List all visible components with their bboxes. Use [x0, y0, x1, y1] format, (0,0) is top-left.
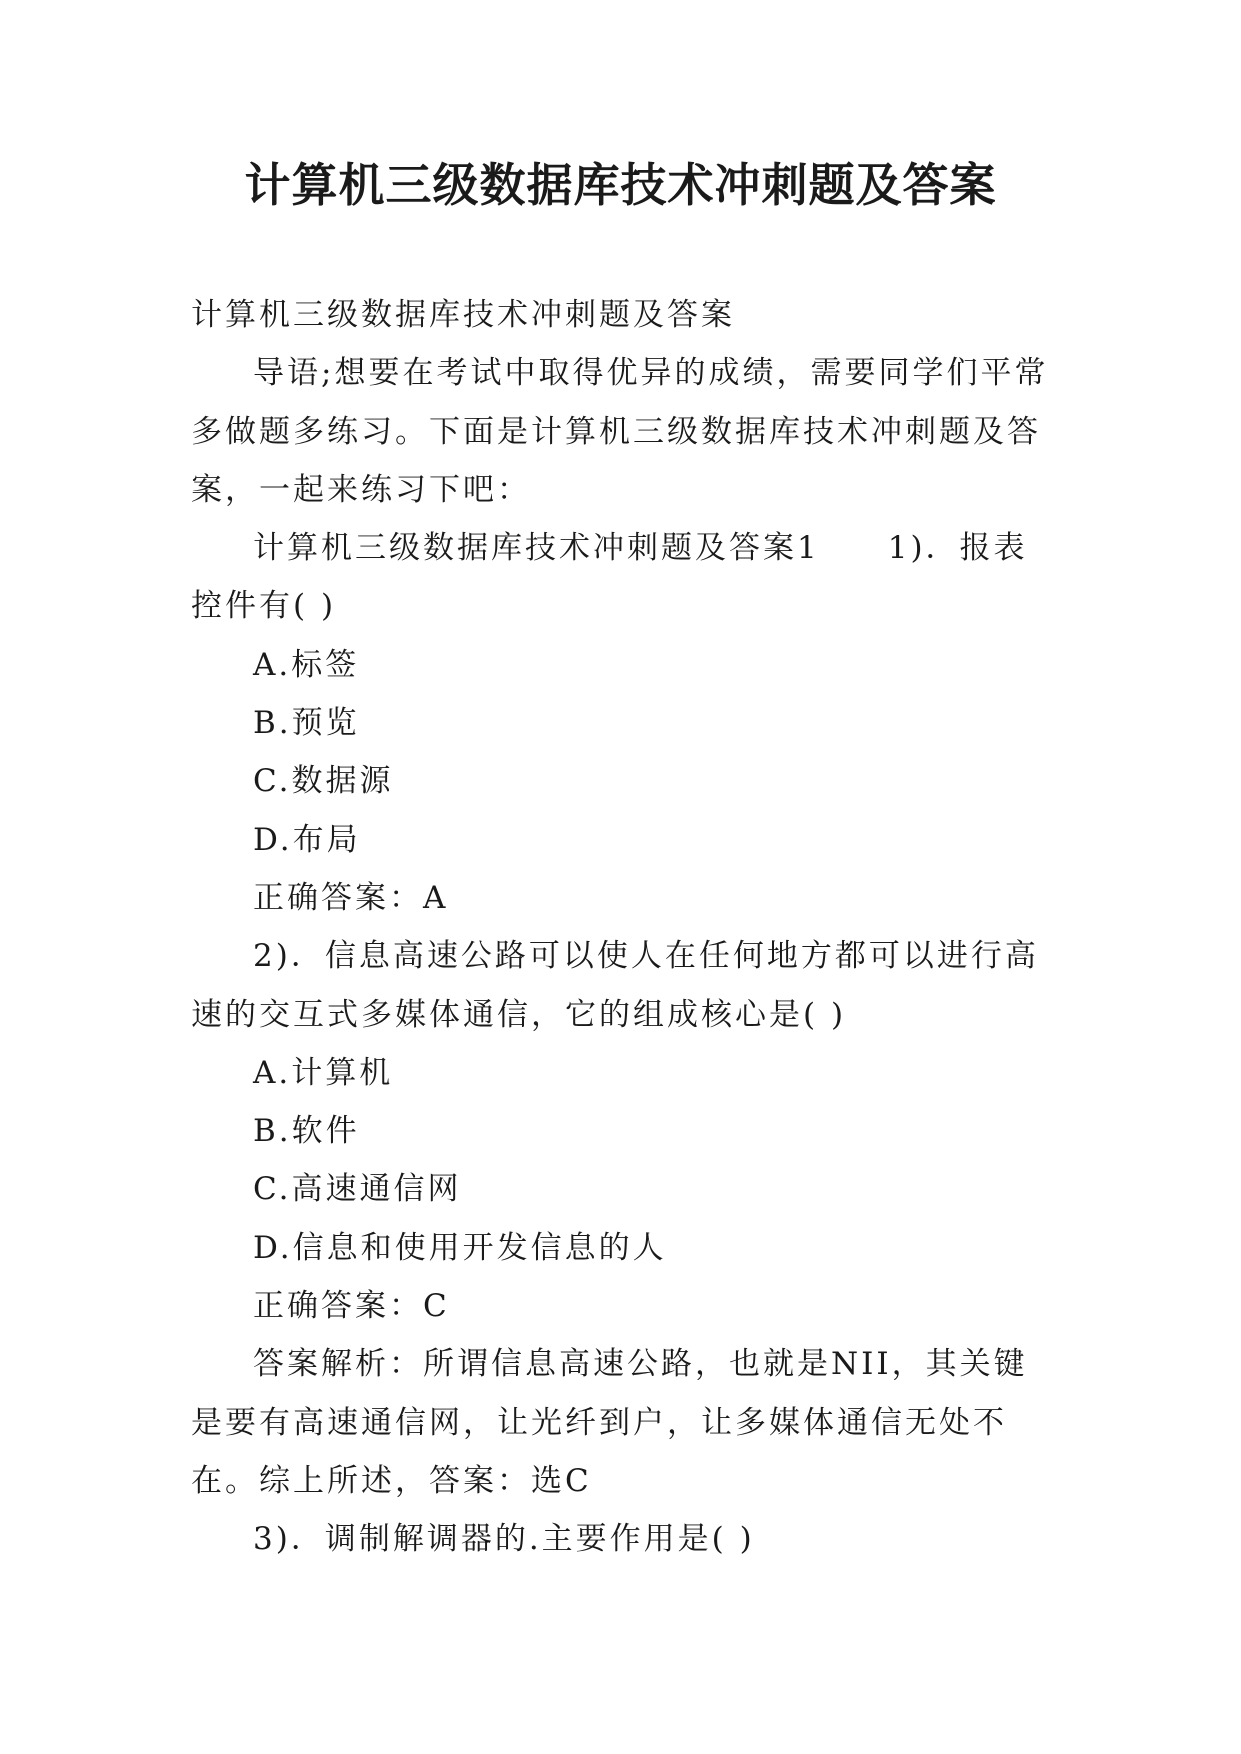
question-1-option-a: A.标签 [253, 646, 360, 683]
question-2-option-c: C.高速通信网 [253, 1171, 462, 1208]
question-1: 计算机三级数据库技术冲刺题及答案1 1)．报表控件有( ) [191, 530, 1028, 625]
question-2: 2)．信息高速公路可以使人在任何地方都可以进行高速的交互式多媒体通信，它的组成核心是( ) [191, 938, 1039, 1033]
question-1-option-d: D.布局 [253, 821, 361, 858]
question-2-option-b: B.软件 [253, 1113, 360, 1150]
question-1-answer: 正确答案：A [253, 879, 449, 916]
question-1-option-c: C.数据源 [253, 763, 394, 800]
question-2-answer: 正确答案：C [253, 1288, 450, 1325]
document-body [191, 286, 1057, 1569]
document-title: 计算机三级数据库技术冲刺题及答案 [244, 158, 997, 212]
question-2-option-d: D.信息和使用开发信息的人 [253, 1229, 667, 1266]
question-2-explanation: 答案解析：所谓信息高速公路，也就是NII，其关键是要有高速通信网，让光纤到户，让多媒体通信无处不在。综上所述，答案：选C [191, 1346, 1028, 1499]
question-2-option-a: A.计算机 [253, 1054, 394, 1091]
question-1-option-b: B.预览 [253, 705, 360, 742]
paragraph-intro: 导语;想要在考试中取得优异的成绩，需要同学们平常多做题多练习。下面是计算机三级数据库技术冲刺题及答案，一起来练习下吧： [191, 355, 1049, 508]
question-3: 3)．调制解调器的.主要作用是( ) [253, 1521, 755, 1558]
paragraph-subtitle: 计算机三级数据库技术冲刺题及答案 [191, 297, 735, 333]
